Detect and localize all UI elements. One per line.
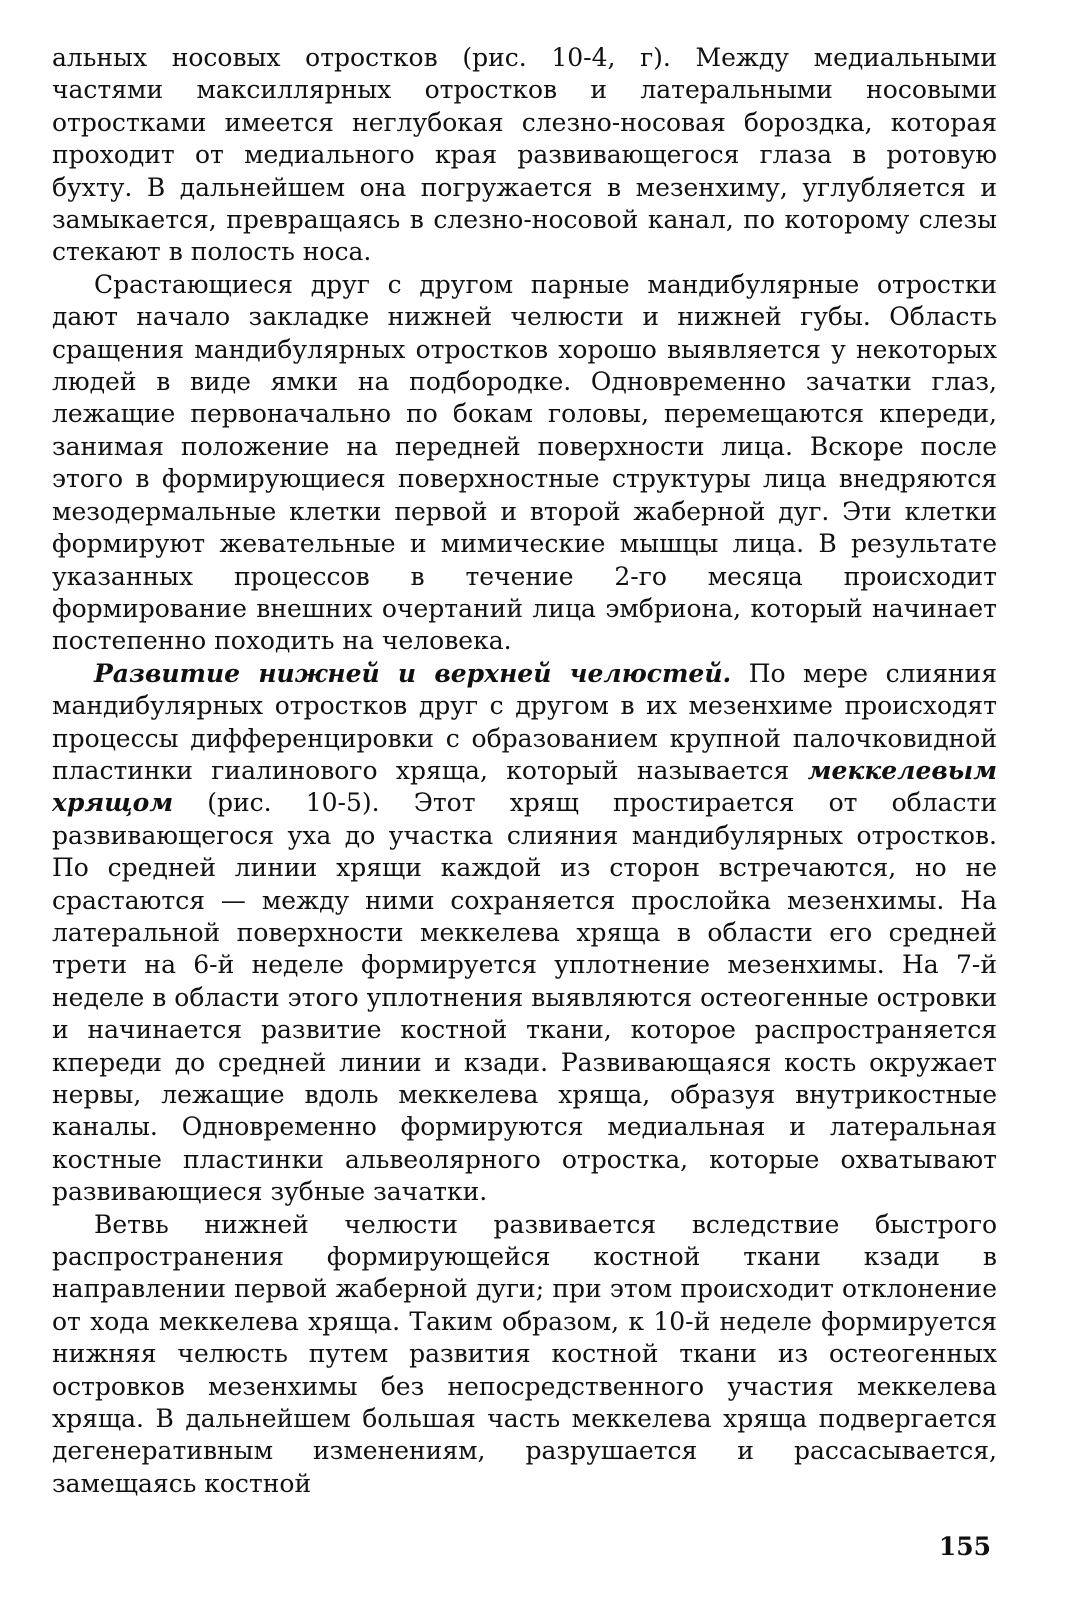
paragraph-3-text-after-term: (рис. 10-5). Этот хрящ простирается от области развивающегося уха до участка слияния мандибулярных отростков. По средней линии хрящи каждой из сторон встречаются, но не срастаются — между ними сохраняется прослойка мезенхимы. На латеральной поверхности меккелева хряща в области его средней трети на 6-й неделе формируется уплотнение мезенхимы. На 7-й неделе в области этого уплотнения выявляются остеогенные островки и начинается развитие костной ткани, которое распространяется кпереди до средней линии и кзади. Развивающаяся кость окружает нервы, лежащие вдоль меккелева хряща, образуя внутрикостные каналы. Одновременно формируются медиальная и латеральная костные пластинки альвеолярного отростка, которые охватывают развивающиеся зубные зачатки.: [52, 788, 997, 1207]
page-number: 155: [938, 1532, 991, 1561]
page-body: [52, 42, 997, 1500]
term-meckel-cartilage: меккелевым хрящом: [52, 755, 997, 818]
paragraph-4: Ветвь нижней челюсти развивается вследствие быстрого распространения формирующейся костной ткани кзади в направлении первой жаберной дуги; при этом происходит отклонение от хода меккелева хряща. Таким образом, к 10-й неделе формируется нижняя челюсть путем развития костной ткани из остеогенных островков мезенхимы без непосредственного участия меккелева хряща. В дальнейшем большая часть меккелева хряща подвергается дегенеративным изменениям, разрушается и рассасывается, замещаясь костной: [52, 1209, 997, 1498]
paragraph-3: [52, 658, 997, 1209]
paragraph-2: Срастающиеся друг с другом парные мандибулярные отростки дают начало закладке нижней челюсти и нижней губы. Область сращения мандибулярных отростков хорошо выявляется у некоторых людей в виде ямки на подбородке. Одновременно зачатки глаз, лежащие первоначально по бокам головы, перемещаются кпереди, занимая положение на передней поверхности лица. Вскоре после этого в формирующиеся поверхностные структуры лица внедряются мезодермальные клетки первой и второй жаберной дуг. Эти клетки формируют жевательные и мимические мышцы лица. В результате указанных процессов в течение 2-го месяца происходит формирование внешних очертаний лица эмбриона, который начинает постепенно походить на человека.: [52, 269, 997, 656]
section-heading: Развитие нижней и верхней челюстей.: [94, 658, 732, 688]
paragraph-1-continuation: альных носовых отростков (рис. 10-4, г). Между медиальными частями максиллярных отростков и латеральными носовыми отростками имеется неглубокая слезно-носовая бороздка, которая проходит от медиального края развивающегося глаза в ротовую бухту. В дальнейшем она погружается в мезенхиму, углубляется и замыкается, превращаясь в слезно-носовой канал, по которому слезы стекают в полость носа.: [52, 43, 997, 267]
paragraph-3-text-before-term: По мере слияния мандибулярных отростков друг с другом в их мезенхиме происходят процессы дифференцировки с образованием крупной палочковидной пластинки гиалинового хряща, который называется: [52, 658, 997, 785]
